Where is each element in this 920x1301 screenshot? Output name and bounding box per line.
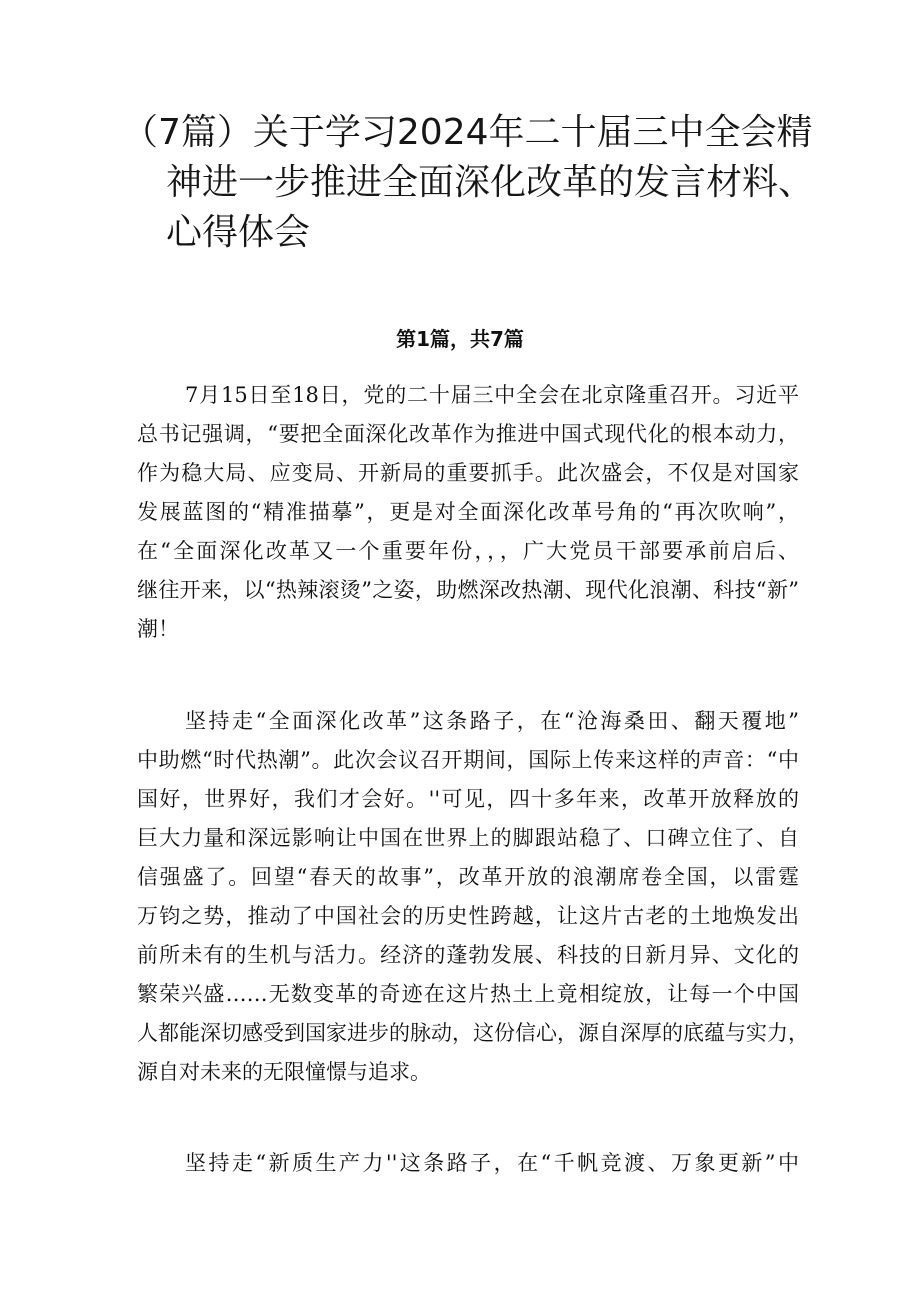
document-title [122,108,815,258]
paragraph-line: 人都能深切感受到国家进步的脉动，这份信心，源自深厚的底蕴与实力， [137,1021,809,1045]
paragraph-2 [137,702,809,1092]
paragraph-line: 繁荣兴盛……无数变革的奇迹在这片热土上竟相绽放，让每一个中国 [137,982,799,1006]
paragraph-line: 坚持走“新质生产力''这条路子，在“千帆竞渡、万象更新”中 [185,1151,799,1175]
paragraph-line: 源自对未来的无限憧憬与追求。 [137,1060,431,1084]
paragraph-3 [137,1144,799,1183]
paragraph-line: 发展蓝图的“精准描摹”，更是对全面深化改革号角的“再次吹响”， [137,500,799,524]
paragraph-line: 潮！ [137,617,179,641]
paragraph-line: 中助燃“时代热潮”。此次会议召开期间，国际上传来这样的声音：“中 [137,748,799,772]
paragraph-line: 信强盛了。回望“春天的故事”，改革开放的浪潮席卷全国，以雷霆 [137,865,799,889]
paragraph-line: 万钧之势，推动了中国社会的历史性跨越，让这片古老的土地焕发出 [137,904,799,928]
section-heading: 第1篇，共7篇 [396,327,524,351]
title-line: （7篇）关于学习2024年二十届三中全会精 [122,112,813,153]
title-line: 神进一步推进全面深化改革的发言材料、 [166,162,815,203]
paragraph-1 [137,376,799,649]
paragraph-line: 前所未有的生机与活力。经济的蓬勃发展、科技的日新月异、文化的 [137,943,799,967]
title-line: 心得体会 [166,212,311,253]
paragraph-line: 坚持走“全面深化改革”这条路子，在“沧海桑田、翻天覆地” [185,709,799,733]
paragraph-line: 总书记强调，“要把全面深化改革作为推进中国式现代化的根本动力， [137,422,799,446]
paragraph-line: 继往开来，以“热辣滚烫”之姿，助燃深改热潮、现代化浪潮、科技“新” [137,578,799,602]
paragraph-line: 作为稳大局、应变局、开新局的重要抓手。此次盛会，不仅是对国家 [137,461,799,485]
paragraph-line: 7月15日至18日，党的二十届三中全会在北京隆重召开。习近平 [185,383,799,407]
paragraph-line: 在“全面深化改革又一个重要年份，，，广大党员干部要承前启后、 [137,539,799,563]
paragraph-line: 国好，世界好，我们才会好。''可见，四十多年来，改革开放释放的 [137,787,799,811]
paragraph-line: 巨大力量和深远影响让中国在世界上的脚跟站稳了、口碑立住了、自 [137,826,799,850]
